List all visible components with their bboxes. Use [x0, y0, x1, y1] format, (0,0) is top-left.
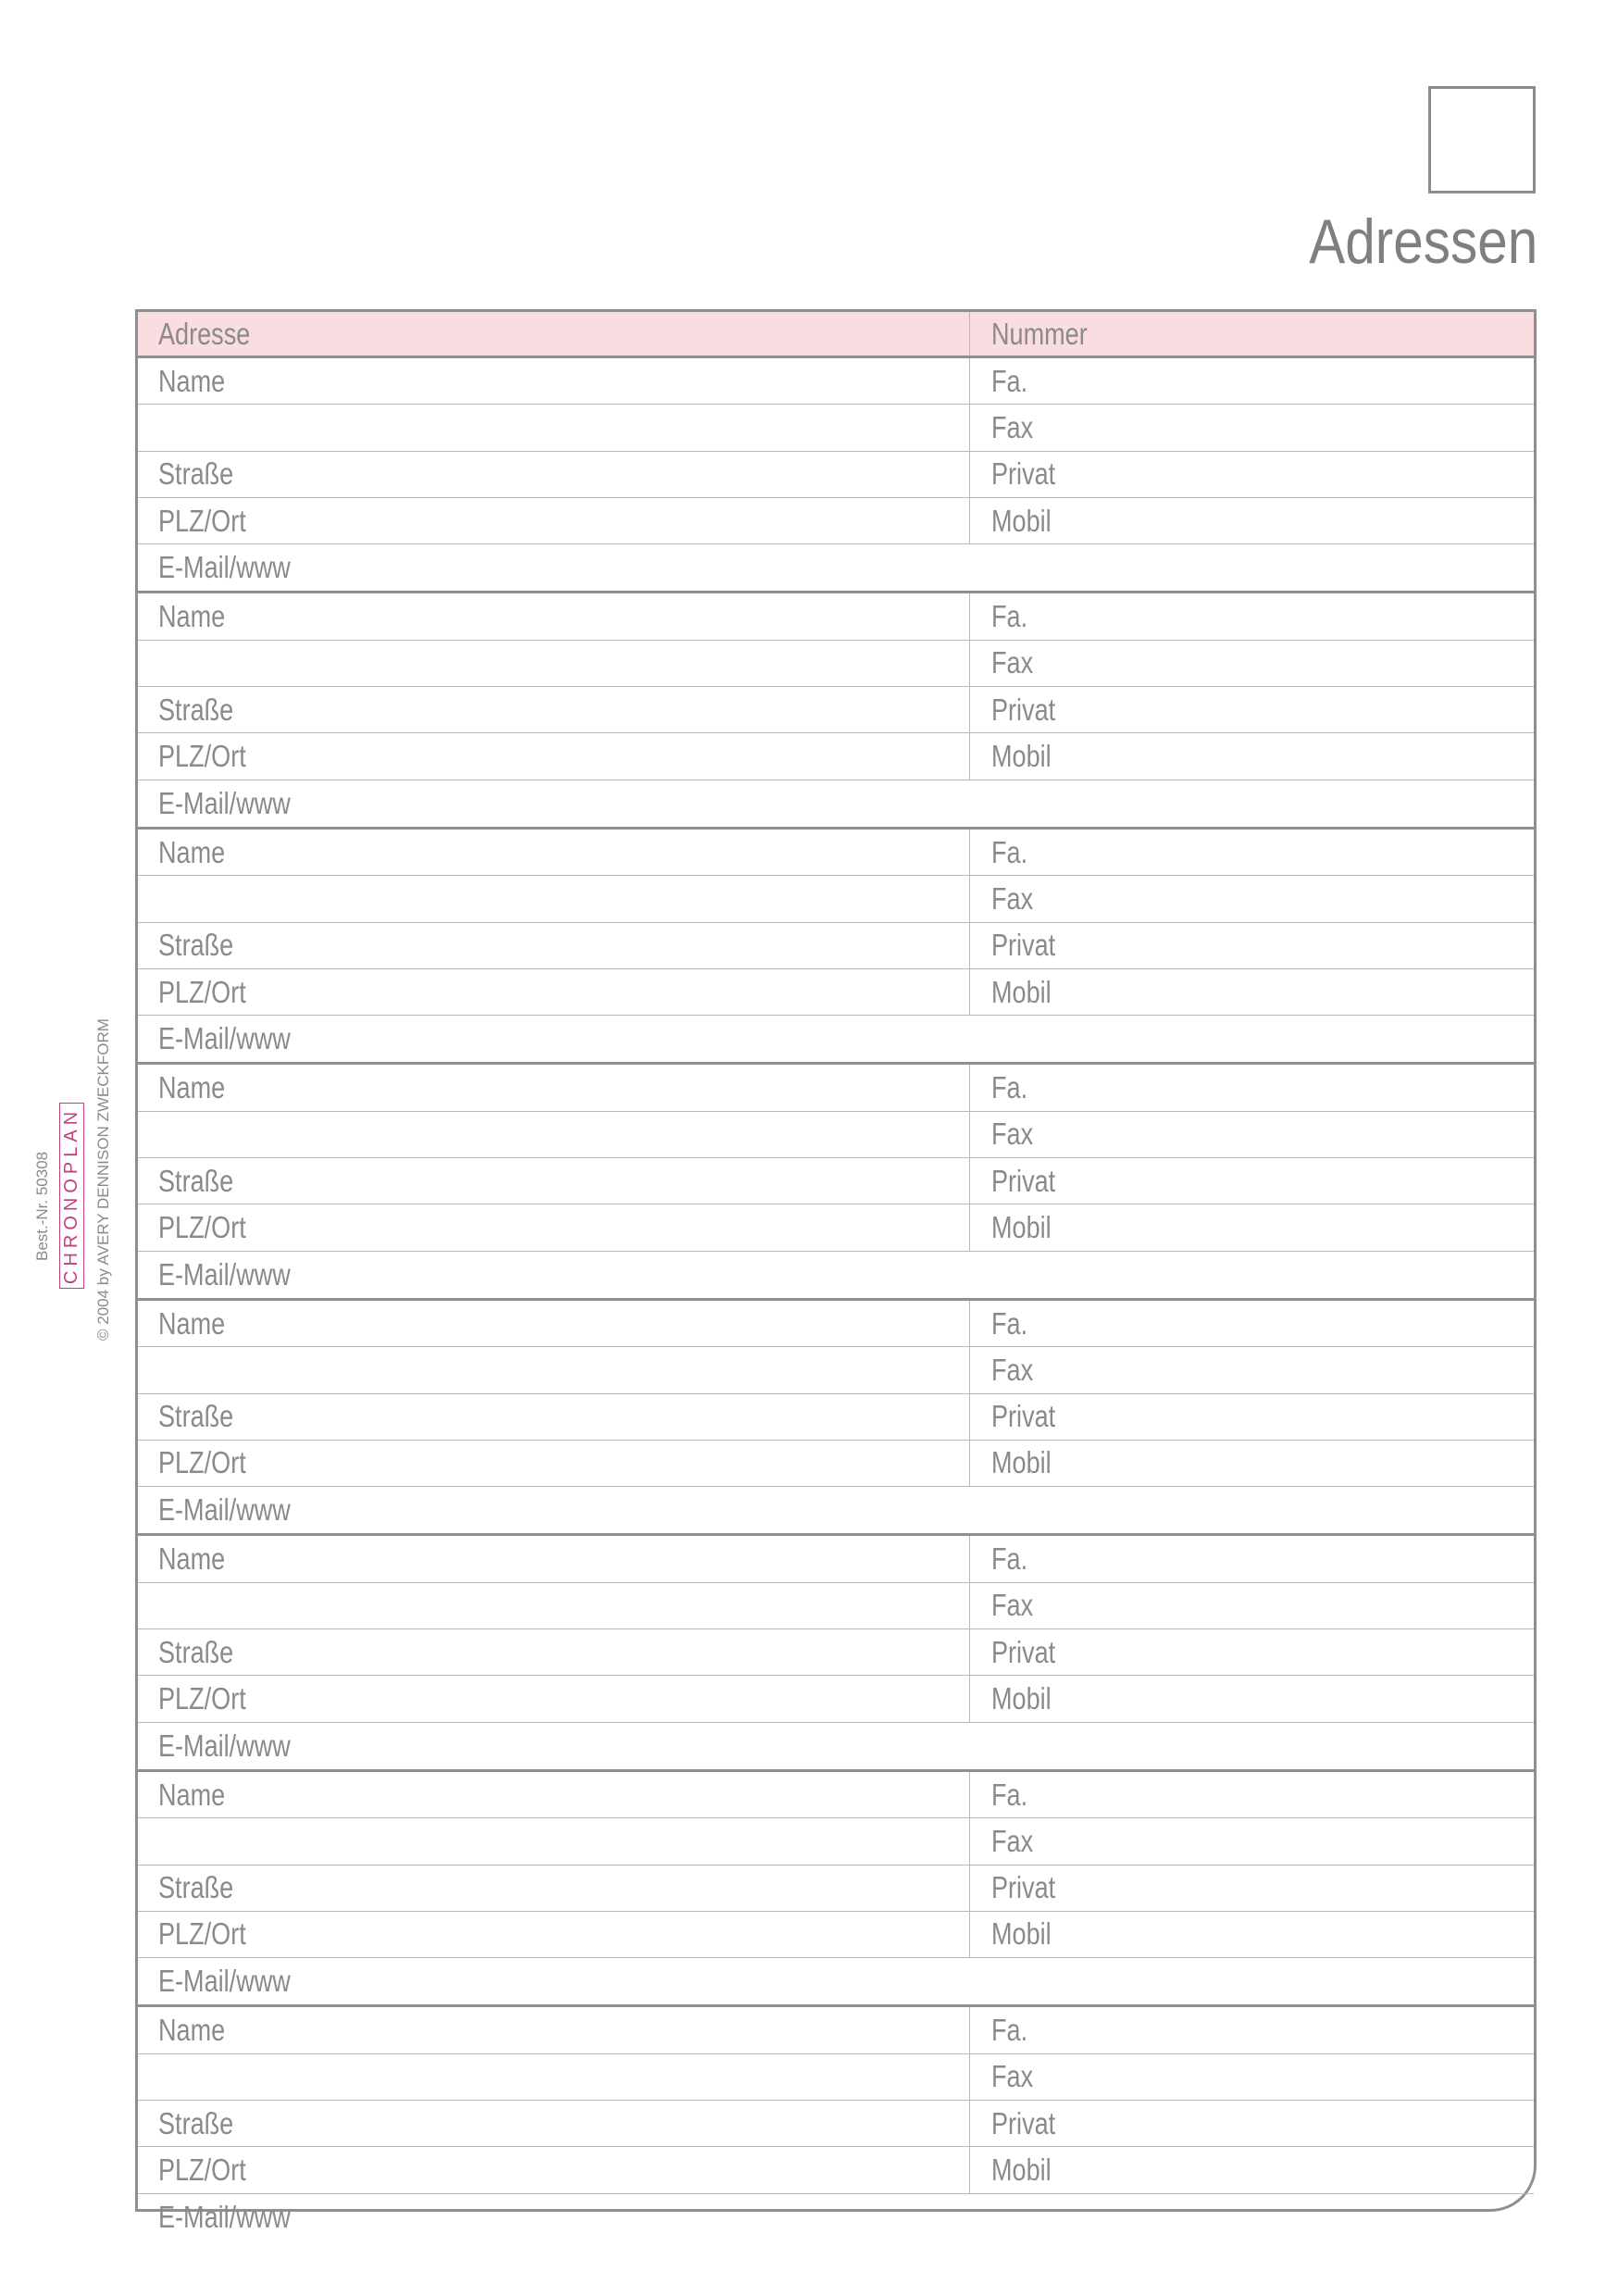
name-field-label: Name [158, 834, 226, 869]
private-phone-field-label: Privat [991, 1399, 1056, 1434]
mobile-phone-field-label: Mobil [991, 974, 1052, 1009]
header-divider [969, 312, 970, 356]
entry-row[interactable] [138, 1536, 1534, 1582]
email-field-label: E-Mail/www [158, 1492, 291, 1528]
entry-row[interactable] [138, 1394, 1534, 1441]
mobile-phone-field-label: Mobil [991, 1916, 1052, 1952]
fax-field-label: Fax [991, 2059, 1034, 2094]
header-number-label: Nummer [991, 316, 1088, 351]
entry-row[interactable] [138, 2101, 1534, 2147]
entry-row[interactable] [138, 1065, 1534, 1111]
zip-city-field-label: PLZ/Ort [158, 974, 246, 1009]
street-field-label: Straße [158, 1634, 234, 1669]
form-header [138, 312, 1534, 358]
brand-logo: CHRONOPLAN [59, 1103, 84, 1289]
address-entry [138, 1536, 1534, 1771]
entry-row[interactable] [138, 1583, 1534, 1629]
name-field-label: Name [158, 1305, 226, 1341]
fax-field-label: Fax [991, 1823, 1034, 1858]
address-entry [138, 593, 1534, 829]
entry-row[interactable] [138, 1204, 1534, 1251]
company-phone-field-label: Fa. [991, 1777, 1028, 1812]
street-field-label: Straße [158, 692, 234, 727]
entry-row[interactable] [138, 1676, 1534, 1722]
company-phone-field-label: Fa. [991, 1305, 1028, 1341]
street-field-label: Straße [158, 1870, 234, 1905]
entry-row[interactable] [138, 1772, 1534, 1818]
name-field-label: Name [158, 1541, 226, 1577]
entry-row[interactable] [138, 1301, 1534, 1347]
name-field-label: Name [158, 1070, 226, 1105]
private-phone-field-label: Privat [991, 1634, 1056, 1669]
private-phone-field-label: Privat [991, 1870, 1056, 1905]
email-field-label: E-Mail/www [158, 550, 291, 585]
entry-row[interactable] [138, 1866, 1534, 1912]
entry-row[interactable] [138, 2054, 1534, 2101]
address-entry [138, 1301, 1534, 1536]
entry-row[interactable] [138, 1441, 1534, 1487]
name-field-label: Name [158, 2013, 226, 2048]
entry-row[interactable] [138, 1818, 1534, 1865]
zip-city-field-label: PLZ/Ort [158, 1209, 246, 1244]
entry-row[interactable] [138, 2147, 1534, 2193]
entry-row[interactable] [138, 1723, 1534, 1769]
email-field-label: E-Mail/www [158, 1021, 291, 1056]
address-entry [138, 830, 1534, 1065]
company-phone-field-label: Fa. [991, 2013, 1028, 2048]
mobile-phone-field-label: Mobil [991, 1680, 1052, 1716]
mobile-phone-field-label: Mobil [991, 1209, 1052, 1244]
entry-row[interactable] [138, 544, 1534, 591]
fax-field-label: Fax [991, 1117, 1034, 1152]
email-field-label: E-Mail/www [158, 1964, 291, 1999]
entry-row[interactable] [138, 1112, 1534, 1158]
street-field-label: Straße [158, 1163, 234, 1198]
address-entry [138, 2007, 1534, 2240]
street-field-label: Straße [158, 456, 234, 492]
street-field-label: Straße [158, 2105, 234, 2140]
mobile-phone-field-label: Mobil [991, 503, 1052, 538]
copyright-note: © 2004 by AVERY DENNISON ZWECKFORM [94, 1018, 112, 1341]
address-entry [138, 358, 1534, 593]
address-form [135, 309, 1537, 2234]
street-field-label: Straße [158, 928, 234, 963]
entry-row[interactable] [138, 1629, 1534, 1676]
entry-row[interactable] [138, 641, 1534, 687]
entry-row[interactable] [138, 405, 1534, 451]
street-field-label: Straße [158, 1399, 234, 1434]
mobile-phone-field-label: Mobil [991, 1445, 1052, 1480]
header-address-label: Adresse [158, 316, 251, 351]
company-phone-field-label: Fa. [991, 599, 1028, 634]
mobile-phone-field-label: Mobil [991, 2152, 1052, 2187]
mobile-phone-field-label: Mobil [991, 739, 1052, 774]
name-field-label: Name [158, 363, 226, 398]
address-entries [138, 358, 1534, 2240]
entry-row[interactable] [138, 2007, 1534, 2053]
entry-row[interactable] [138, 1016, 1534, 1062]
company-phone-field-label: Fa. [991, 363, 1028, 398]
page-title: Adressen [1308, 206, 1537, 277]
private-phone-field-label: Privat [991, 692, 1056, 727]
fax-field-label: Fax [991, 880, 1034, 916]
name-field-label: Name [158, 1777, 226, 1812]
private-phone-field-label: Privat [991, 456, 1056, 492]
email-field-label: E-Mail/www [158, 2199, 291, 2234]
entry-row[interactable] [138, 1487, 1534, 1533]
entry-row[interactable] [138, 687, 1534, 733]
zip-city-field-label: PLZ/Ort [158, 2152, 246, 2187]
fax-field-label: Fax [991, 1352, 1034, 1387]
fax-field-label: Fax [991, 1588, 1034, 1623]
fax-field-label: Fax [991, 409, 1034, 444]
private-phone-field-label: Privat [991, 2105, 1056, 2140]
tab-marker-box [1428, 86, 1536, 193]
private-phone-field-label: Privat [991, 1163, 1056, 1198]
entry-row[interactable] [138, 923, 1534, 969]
address-entry [138, 1772, 1534, 2007]
entry-row[interactable] [138, 1252, 1534, 1298]
entry-row[interactable] [138, 358, 1534, 405]
entry-row[interactable] [138, 1958, 1534, 2004]
zip-city-field-label: PLZ/Ort [158, 739, 246, 774]
zip-city-field-label: PLZ/Ort [158, 1680, 246, 1716]
entry-row[interactable] [138, 2194, 1534, 2240]
entry-row[interactable] [138, 969, 1534, 1016]
zip-city-field-label: PLZ/Ort [158, 503, 246, 538]
entry-row[interactable] [138, 593, 1534, 640]
company-phone-field-label: Fa. [991, 834, 1028, 869]
fax-field-label: Fax [991, 645, 1034, 680]
entry-row[interactable] [138, 876, 1534, 922]
address-entry [138, 1065, 1534, 1300]
email-field-label: E-Mail/www [158, 785, 291, 820]
entry-row[interactable] [138, 498, 1534, 544]
company-phone-field-label: Fa. [991, 1070, 1028, 1105]
entry-row[interactable] [138, 780, 1534, 827]
entry-row[interactable] [138, 830, 1534, 876]
private-phone-field-label: Privat [991, 928, 1056, 963]
company-phone-field-label: Fa. [991, 1541, 1028, 1577]
email-field-label: E-Mail/www [158, 1728, 291, 1763]
entry-row[interactable] [138, 1912, 1534, 1958]
entry-row[interactable] [138, 1347, 1534, 1393]
name-field-label: Name [158, 599, 226, 634]
email-field-label: E-Mail/www [158, 1256, 291, 1292]
entry-row[interactable] [138, 452, 1534, 498]
entry-row[interactable] [138, 1158, 1534, 1204]
entry-row[interactable] [138, 733, 1534, 780]
zip-city-field-label: PLZ/Ort [158, 1916, 246, 1952]
zip-city-field-label: PLZ/Ort [158, 1445, 246, 1480]
order-number: Best.-Nr. 50308 [33, 1151, 51, 1261]
